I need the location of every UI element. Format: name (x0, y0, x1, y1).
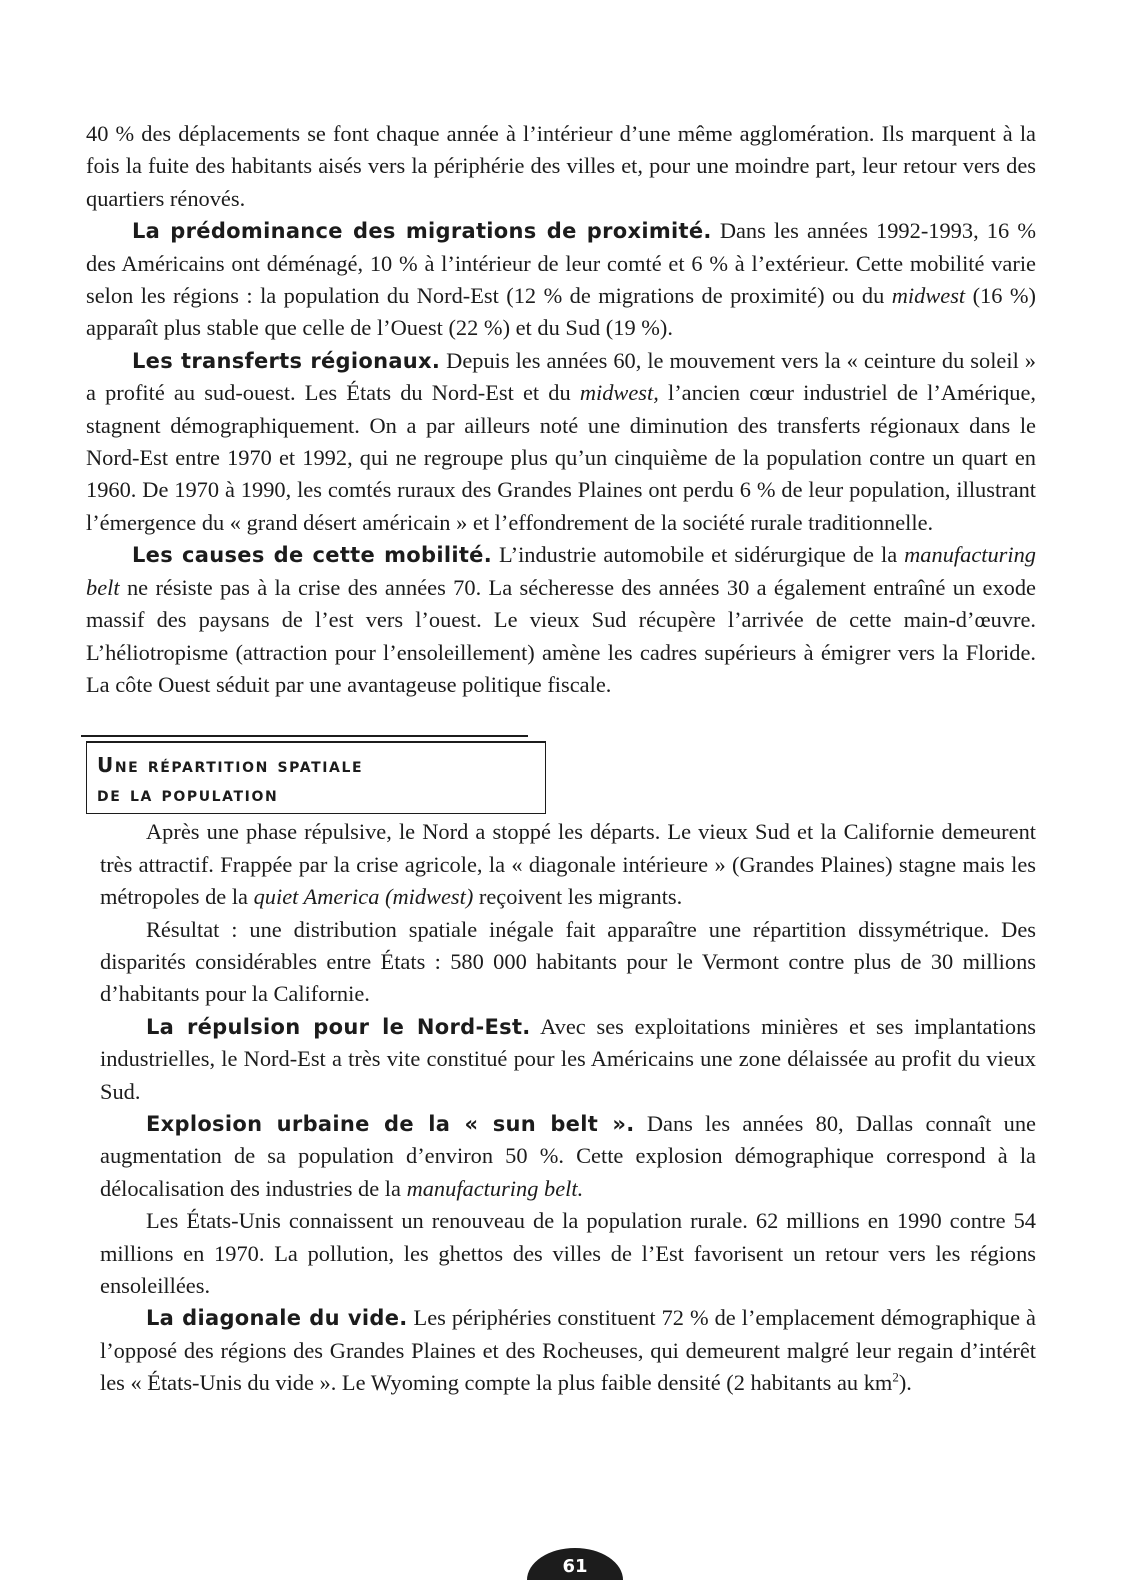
italic-term: manufacturing belt. (406, 1175, 584, 1201)
paragraph-text: Dans les années 80, Dallas connaît une augmentation de sa population d’environ 50 %. Cette explosion démographique correspond à la délocalisation des industries de la (100, 1110, 1036, 1201)
paragraph-1: 40 % des déplacements se font chaque année à l’intérieur d’une même agglomération. Ils marquent à la fois la fuite des habitants aisés vers la périphérie des villes et, pour une moindre part, leur retour vers des quartiers rénovés. (86, 121, 1036, 211)
italic-term: midwest (891, 283, 966, 309)
paragraph-causes-mobilite (86, 539, 1036, 701)
paragraph-lead-heading: La prédominance des migrations de proximité. (132, 219, 712, 244)
paragraph-text: reçoivent les migrants. (473, 884, 683, 910)
paragraph-lead-heading: Les transferts régionaux. (132, 348, 441, 373)
paragraph-lead-heading: La répulsion pour le Nord-Est. (146, 1014, 531, 1039)
paragraph-text: ). (898, 1370, 912, 1396)
paragraph-text: (16 %) apparaît plus stable que celle de l’Ouest (22 %) et du Sud (19 %). (86, 283, 1036, 341)
paragraph-text: Les périphéries constituent 72 % de l’emplacement démographique à l’opposé des régions des Grandes Plaines et des Rocheuses, qui demeurent malgré leur regain d’intérêt les « États-Unis du vide ». Le Wyoming compte la plus faible densité (2 habitants au km (100, 1305, 1036, 1396)
paragraph-repulsion-nord-est (100, 1011, 1036, 1108)
paragraph-migrations-proximite (86, 215, 1036, 345)
paragraph-text: Après une phase répulsive, le Nord a stoppé les départs. Le vieux Sud et la Californie demeurent très attractif. Frappée par la crise agricole, la « diagonale intérieure » (Grandes Plaines) stagne mais les métropoles de la (100, 819, 1036, 910)
paragraph-text: Depuis les années 60, le mouvement vers la « ceinture du soleil » a profité au sud-ouest. Les États du Nord-Est et du (86, 347, 1036, 406)
paragraph-diagonale-vide (100, 1302, 1036, 1399)
paragraph-resultat: Résultat : une distribution spatiale inégale fait apparaître une répartition dissymétrique. Des disparités considérables entre États : 580 000 habitants pour le Vermont contre plus de 30 millions d’habitants pour la Californie. (100, 916, 1036, 1007)
paragraph-phase-repulsive (100, 816, 1036, 913)
superscript: 2 (892, 1369, 899, 1385)
paragraph-lead-heading: La diagonale du vide. (146, 1306, 408, 1331)
page-body (86, 118, 1036, 1400)
italic-term: midwest, (579, 380, 659, 406)
italic-term: manufacturing belt (86, 542, 1036, 600)
section-title-line-1: Une répartition spatiale (97, 753, 364, 778)
paragraph-text: Avec ses exploitations minières et ses implantations industrielles, le Nord-Est a très vite constitué pour les Américains une zone délaissée au profit du vieux Sud. (100, 1013, 1037, 1104)
section-heading-box (86, 741, 546, 814)
paragraph-lead-heading: Les causes de cette mobilité. (132, 543, 492, 568)
section-2-body (86, 816, 1036, 1399)
paragraph-transferts-regionaux (86, 345, 1036, 539)
paragraph-text: Dans les années 1992-1993, 16 % des Américains ont déménagé, 10 % à l’intérieur de leur comté et 6 % à l’extérieur. Cette mobilité varie selon les régions : la population du Nord-Est (12 % de migrations de proximité) ou du (86, 218, 1036, 309)
paragraph-text: l’ancien cœur industriel de l’Amérique, stagnent démographiquement. On a par ailleurs noté une diminution des transferts régionaux dans le Nord-Est entre 1970 et 1992, qui ne regroupe plus qu’un cinquième de la population contre un quart en 1960. De 1970 à 1990, les comtés ruraux des Grandes Plaines ont perdu 6 % de leur population, illustrant l’émergence du « grand désert américain » et l’effondrement de la société rurale traditionnelle. (86, 380, 1036, 535)
paragraph-explosion-urbaine (100, 1108, 1036, 1205)
paragraph-text: ne résiste pas à la crise des années 70. La sécheresse des années 30 a également entraîné un exode massif des paysans de l’est vers l’ouest. Le vieux Sud récupère l’arrivée de cette main-d’œuvre. L’héliotropisme (attraction pour l’ensoleillement) amène les cadres supérieurs à émigrer vers la Floride. La côte Ouest séduit par une avantageuse politique fiscale. (86, 574, 1036, 697)
page-number: 61 (562, 1556, 588, 1577)
paragraph-lead-heading: Explosion urbaine de la « sun belt ». (146, 1111, 635, 1136)
paragraph-renouveau-rural: Les États-Unis connaissent un renouveau de la population rurale. 62 millions en 1990 contre 54 millions en 1970. La pollution, les ghettos des villes de l’Est favorisent un retour vers les régions ensoleillées. (100, 1208, 1036, 1298)
italic-term: quiet America (midwest) (253, 884, 474, 910)
section-title-line-2: de la population (97, 782, 279, 807)
page-number-tab (527, 1548, 623, 1580)
paragraph-text: L’industrie automobile et sidérurgique de la (491, 542, 905, 568)
